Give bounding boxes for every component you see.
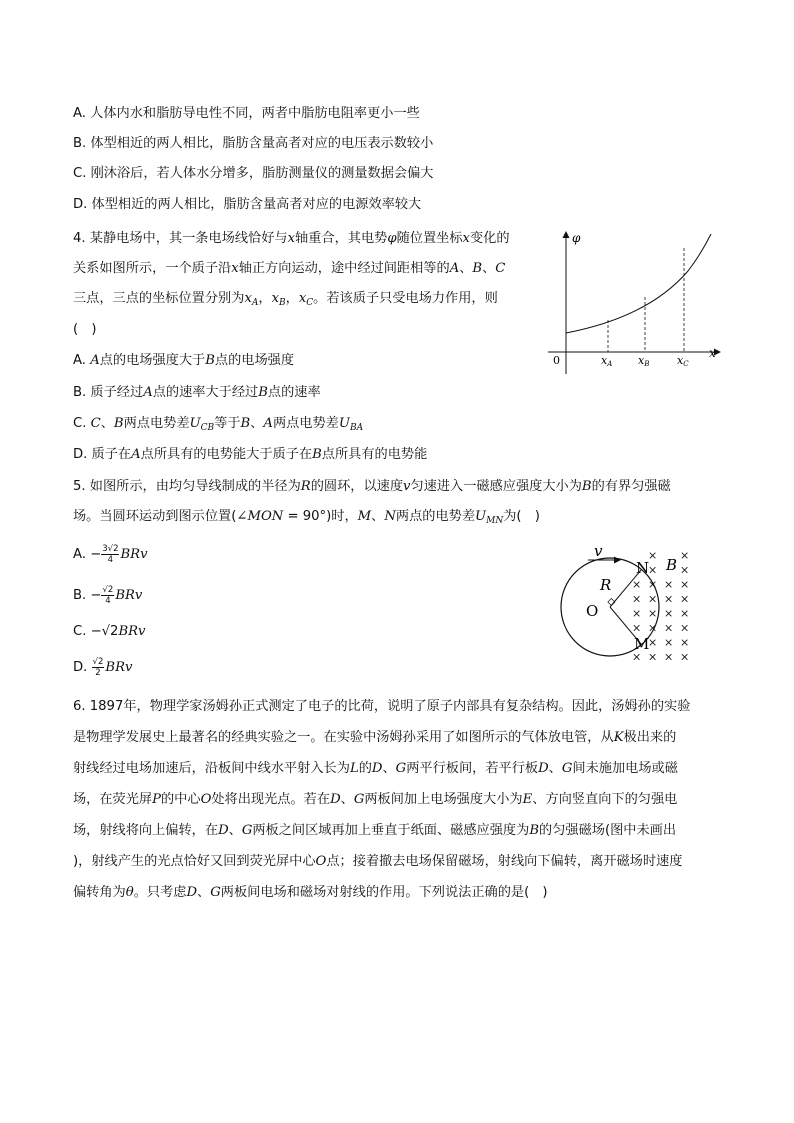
q6-line-6: )，射线产生的光点恰好又回到荧光屏中心O点；接着撤去电场保留磁场，射线向下偏转，离开磁场时速度	[73, 854, 683, 869]
q5-option-c: C. −√2BRv	[73, 624, 146, 639]
field-cross-mark: ×	[648, 549, 658, 562]
q4-potential-graph	[538, 226, 728, 376]
field-cross-mark: ×	[680, 549, 690, 562]
q4-stem-line-3: 三点，三点的坐标位置分别为$x_A$，$x_B$，$x_C$。若该质子只受电场力作用，则	[73, 291, 498, 308]
label-o: O	[586, 602, 599, 620]
q6-line-3: 射线经过电场加速后，沿板间中线水平射入长为L的D、G两平行板间，若平行板D、G间未施加电场或磁	[73, 761, 678, 776]
field-cross-mark: ×	[680, 592, 690, 606]
q5-option-a: A. − $\frac{3√2}{4}$ BRv	[73, 543, 148, 565]
field-cross-mark: ×	[648, 650, 658, 664]
field-cross-mark: ×	[648, 592, 658, 606]
q4-stem-line-1: 4. 某静电场中，其一条电场线恰好与x轴重合，其电势φ随位置坐标x变化的	[73, 231, 510, 246]
q4-stem-line-2: 关系如图所示，一个质子沿x轴正方向运动，途中经过间距相等的A、B、C	[73, 261, 506, 276]
field-cross-mark: ×	[680, 621, 690, 635]
q4-option-c: C. C、B两点电势差$U_{CB}$等于B、A两点电势差$U_{BA}$	[73, 416, 364, 433]
field-cross-mark: ×	[680, 650, 690, 664]
q6-line-4: 场，在荧光屏P的中心O处将出现光点。若在D、G两板间加上电场强度大小为E、方向竖直向下的匀强电	[73, 792, 678, 807]
field-cross-mark: ×	[664, 607, 674, 620]
velocity-label: v	[594, 544, 603, 560]
q4-option-b: B. 质子经过A点的速率大于经过B点的速率	[73, 385, 321, 400]
field-cross-mark: ×	[680, 636, 690, 649]
q4-answer-paren: ( )	[73, 322, 97, 337]
field-cross-mark: ×	[680, 578, 690, 591]
field-cross-mark: ×	[664, 636, 674, 649]
field-cross-mark: ×	[648, 563, 658, 577]
field-cross-mark: ×	[664, 650, 674, 664]
tick-label-xb: xB	[638, 354, 650, 368]
q4-option-a: A. A点的电场强度大于B点的电场强度	[73, 353, 295, 368]
q5-stem-line-2: 场。当圆环运动到图示位置(∠MON = 90°)时，M、N两点的电势差$U_{MN}$为( )	[73, 509, 540, 526]
field-cross-mark: ×	[632, 607, 642, 620]
field-cross-mark: ×	[680, 607, 690, 620]
field-cross-mark: ×	[632, 578, 642, 591]
field-cross-mark: ×	[632, 592, 642, 606]
label-r: R	[600, 576, 612, 594]
field-cross-mark: ×	[664, 578, 674, 591]
y-axis-label: φ	[572, 231, 581, 245]
field-cross-mark: ×	[648, 621, 658, 635]
potential-curve	[566, 234, 711, 333]
q5-option-d: D. $\frac{√2}{2}$ BRv	[73, 656, 133, 678]
field-cross-mark: ×	[632, 621, 642, 635]
q6-line-2: 是物理学发展史上最著名的经典实验之一。在实验中汤姆孙采用了如图所示的气体放电管，从K极出来的	[73, 730, 677, 745]
q6-line-5: 场，射线将向上偏转，在D、G两板之间区域再加上垂直于纸面、磁感应强度为B的匀强磁场(图中未画出	[73, 823, 677, 838]
field-cross-mark: ×	[648, 636, 658, 649]
field-cross-mark: ×	[664, 592, 674, 606]
q5-ring-field-diagram	[556, 544, 696, 668]
q3-option-b: B. 体型相近的两人相比，脂肪含量高者对应的电压表示数较小	[73, 136, 434, 151]
q6-line-7: 偏转角为θ。只考虑D、G两板间电场和磁场对射线的作用。下列说法正确的是( )	[73, 885, 548, 900]
label-n: N	[636, 559, 650, 577]
field-cross-mark: ×	[664, 621, 674, 635]
q3-option-a: A. 人体内水和脂肪导电性不同，两者中脂肪电阻率更小一些	[73, 106, 420, 121]
q6-line-1: 6. 1897年，物理学家汤姆孙正式测定了电子的比荷，说明了原子内部具有复杂结构。因此，汤姆孙的实验	[73, 699, 691, 714]
tick-label-xa: xA	[601, 354, 613, 368]
q4-option-d: D. 质子在A点所具有的电势能大于质子在B点所具有的电势能	[73, 447, 428, 462]
x-axis-label: x	[709, 346, 716, 360]
field-cross-mark: ×	[632, 650, 642, 664]
q5-stem-line-1: 5. 如图所示，由均匀导线制成的半径为R的圆环，以速度v匀速进入一磁感应强度大小为B的有界匀强磁	[73, 479, 671, 494]
label-b: B	[666, 556, 678, 574]
q3-option-d: D. 体型相近的两人相比，脂肪含量高者对应的电源效率较大	[73, 197, 422, 212]
label-m: M	[634, 635, 650, 653]
q3-option-c: C. 刚沐浴后，若人体水分增多，脂肪测量仪的测量数据会偏大	[73, 166, 434, 181]
origin-label: 0	[553, 354, 560, 367]
field-cross-mark: ×	[648, 607, 658, 620]
field-cross-mark: ×	[680, 563, 690, 577]
field-cross-mark: ×	[648, 578, 658, 591]
tick-label-xc: xC	[677, 354, 689, 368]
q5-option-b: B. − $\frac{√2}{4}$ BRv	[73, 584, 143, 606]
